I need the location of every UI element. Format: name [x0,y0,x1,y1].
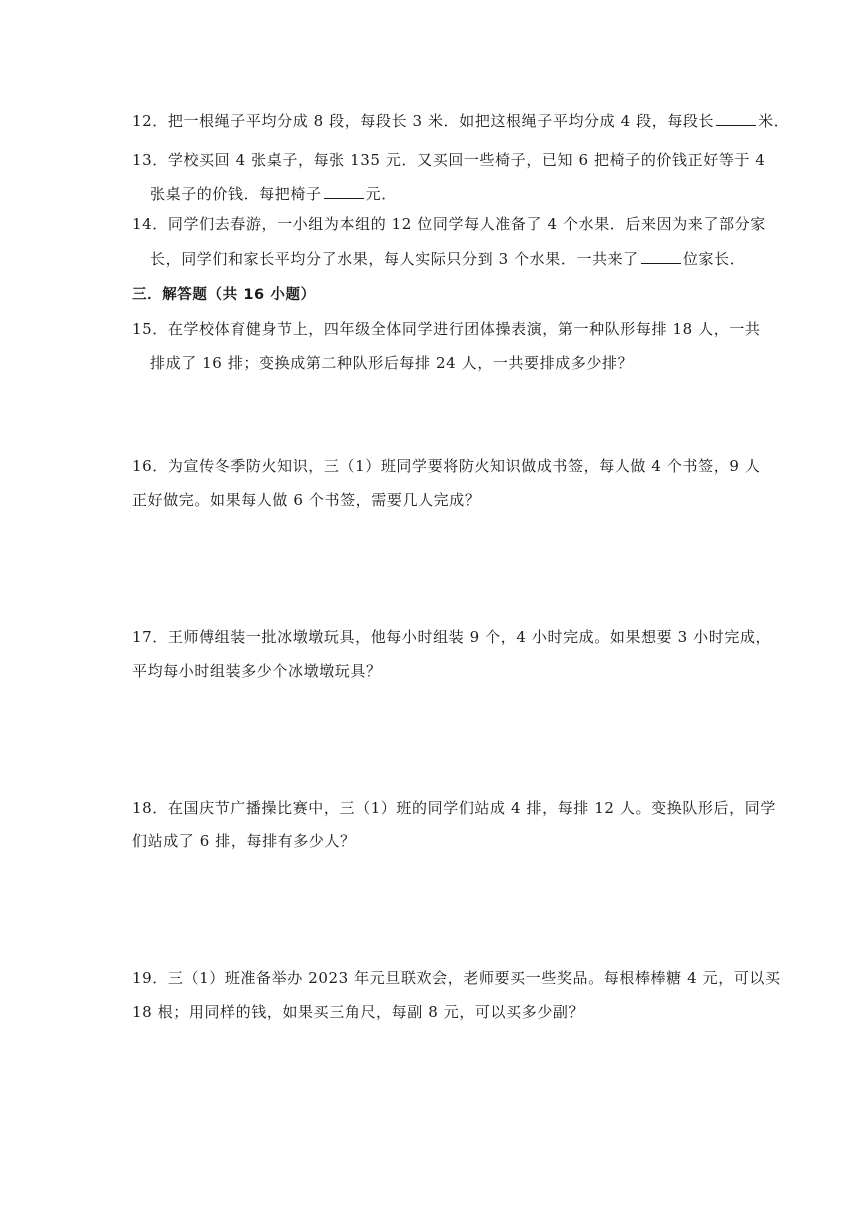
question-15-line-1: 15．在学校体育健身节上，四年级全体同学进行团体操表演，第一种队形每排 18 人，一共 [132,320,761,338]
question-19-line-1: 19．三（1）班准备举办 2023 年元旦联欢会，老师要买一些奖品。每根棒棒糖 4 元，可以买 [132,969,781,987]
question-12-text: 12．把一根绳子平均分成 8 段，每段长 3 米．如把这根绳子平均分成 4 段，每段长 [132,112,715,130]
question-15-line-2: 排成了 16 排；变换成第二种队形后每排 24 人，一共要排成多少排？ [150,354,634,372]
question-16-line-1: 16．为宣传冬季防火知识，三（1）班同学要将防火知识做成书签，每人做 4 个书签，9 人 [132,457,761,475]
question-16-line-2: 正好做完。如果每人做 6 个书签，需要几人完成？ [132,491,481,509]
question-17-line-2: 平均每小时组装多少个冰墩墩玩具？ [132,662,382,680]
question-14-unit: 位家长． [682,250,746,268]
question-17-line-1: 17．王师傅组装一批冰墩墩玩具，他每小时组装 9 个，4 小时完成。如果想要 3 小时完成， [132,628,772,646]
answer-blank[interactable] [641,248,681,264]
question-14-line-1: 14．同学们去春游，一小组为本组的 12 位同学每人准备了 4 个水果．后来因为来了部分家 [132,215,766,233]
question-14-line-2 [150,248,745,270]
question-14-text: 长，同学们和家长平均分了水果，每人实际只分到 3 个水果．一共来了 [150,250,639,268]
question-13-line-1: 13．学校买回 4 张桌子，每张 135 元．又买回一些椅子，已知 6 把椅子的价钱正好等于 4 [132,151,766,169]
question-19-line-2: 18 根；用同样的钱，如果买三角尺，每副 8 元，可以买多少副？ [132,1003,585,1021]
answer-blank[interactable] [716,110,756,126]
question-12-unit: 米． [758,112,790,130]
question-18-line-2: 们站成了 6 排，每排有多少人？ [132,832,356,850]
question-12 [132,110,789,132]
answer-blank[interactable] [324,183,364,199]
question-13-text: 张桌子的价钱．每把椅子 [150,185,322,203]
section-heading: 三．解答题（共 16 小题） [132,287,316,303]
question-13-line-2 [150,183,397,205]
question-18-line-1: 18．在国庆节广播操比赛中，三（1）班的同学们站成 4 排，每排 12 人。变换队形后，同学 [132,799,776,817]
question-13-unit: 元． [365,185,397,203]
